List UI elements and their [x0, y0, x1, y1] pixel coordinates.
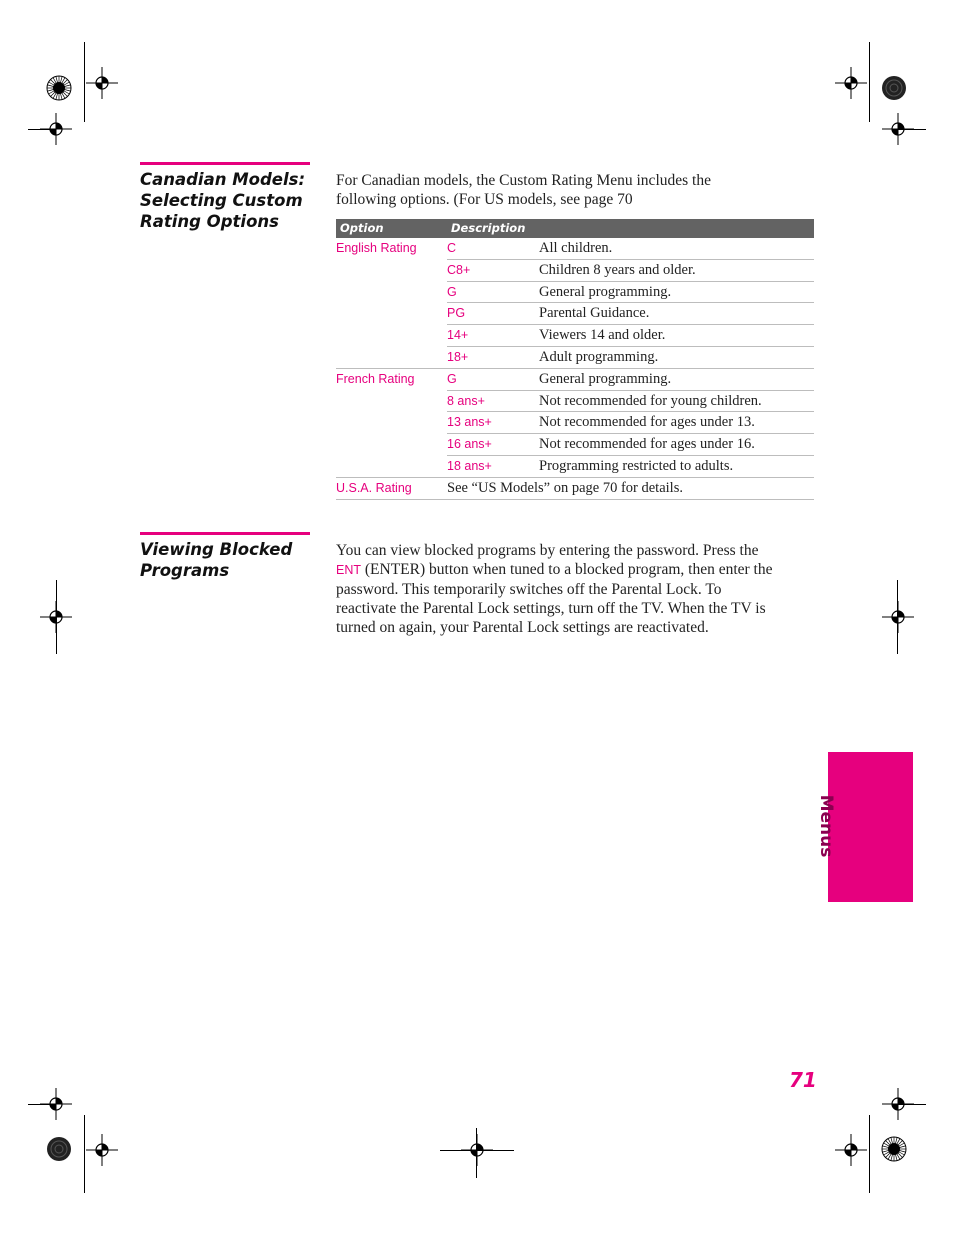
row-description: Children 8 years and older. [539, 261, 696, 278]
crosshair-registration-icon [882, 113, 914, 145]
row-option: U.S.A. Rating [336, 480, 412, 495]
crop-line [440, 1150, 514, 1151]
row-description: All children. [539, 240, 613, 256]
section-title [140, 169, 315, 232]
row-description: Parental Guidance. [539, 305, 650, 322]
section-title-line: Canadian Models: [140, 170, 306, 189]
crosshair-registration-icon [835, 1134, 867, 1166]
paragraph-text: (ENTER) button when tuned to a blocked program, then enter the [361, 561, 773, 578]
row-code: 18+ [447, 349, 469, 364]
crop-line [56, 580, 57, 654]
row-code: C [447, 241, 457, 255]
paragraph-line: For Canadian models, the Custom Rating Menu includes the [336, 172, 711, 189]
row-divider [336, 499, 814, 500]
header-description: Description [451, 221, 526, 235]
row-description: Not recommended for ages under 16. [539, 436, 755, 453]
table-row [336, 456, 814, 478]
section-title-line: Selecting Custom [140, 191, 303, 210]
row-description: Programming restricted to adults. [539, 457, 734, 474]
row-description: General programming. [539, 283, 672, 300]
paragraph-line: turned on again, your Parental Lock settings are reactivated. [336, 619, 709, 636]
row-description: See “US Models” on page 70 for details. [447, 479, 683, 496]
crosshair-registration-icon [40, 113, 72, 145]
row-description: Not recommended for ages under 13. [539, 414, 755, 431]
table-row [336, 391, 814, 413]
section-rule [140, 532, 310, 535]
row-option: French Rating [336, 371, 415, 386]
row-code: 14+ [447, 328, 469, 343]
table-body [336, 238, 814, 500]
page-number: 71 [789, 1068, 817, 1092]
section-title-line: Programs [140, 561, 230, 580]
ent-button-label: ENT [336, 563, 361, 577]
row-code: 18 ans+ [447, 458, 492, 473]
table-row [336, 303, 814, 325]
paragraph-line: password. This temporarily switches off the Parental Lock. To [336, 581, 722, 598]
table-row [336, 238, 814, 260]
table-row [336, 325, 814, 347]
menus-side-tab [828, 752, 913, 902]
crosshair-registration-icon [40, 1088, 72, 1120]
paragraph-line: reactivate the Parental Lock settings, turn off the TV. When the TV is [336, 600, 766, 617]
side-tab-label: Menus [816, 794, 836, 858]
row-code: PG [447, 306, 466, 321]
crop-line [869, 42, 870, 122]
crosshair-registration-icon [86, 67, 118, 99]
row-description: Adult programming. [539, 348, 659, 365]
paragraph-line: following options. (For US models, see page 70 [336, 191, 633, 208]
section-title-line: Viewing Blocked [140, 540, 293, 559]
crop-line [476, 1128, 477, 1178]
table-row [336, 478, 814, 500]
table-header [336, 219, 814, 238]
row-description: Viewers 14 and older. [539, 327, 666, 344]
crosshair-registration-icon [882, 601, 914, 633]
row-code: G [447, 371, 457, 386]
starburst-registration-icon [881, 1136, 907, 1162]
row-code: C8+ [447, 262, 471, 277]
row-code: 13 ans+ [447, 415, 492, 430]
intro-paragraph [336, 171, 816, 209]
rating-options-table [336, 219, 814, 500]
crop-line [869, 1115, 870, 1193]
crosshair-registration-icon [86, 1134, 118, 1166]
section-title-line: Rating Options [140, 212, 279, 231]
row-option: English Rating [336, 241, 417, 255]
paragraph-line: You can view blocked programs by entering the password. Press the [336, 542, 759, 559]
table-row [336, 369, 814, 391]
section-rule [140, 162, 310, 165]
row-code: 16 ans+ [447, 437, 492, 452]
table-row [336, 434, 814, 456]
crop-line [84, 1115, 85, 1193]
viewing-blocked-paragraph [336, 541, 818, 637]
table-row [336, 282, 814, 304]
row-code: G [447, 284, 457, 299]
solid-registration-icon [881, 75, 907, 101]
paragraph-line [336, 560, 818, 580]
crop-line [84, 42, 85, 122]
crosshair-registration-icon [835, 67, 867, 99]
crop-line [897, 580, 898, 654]
section-title [140, 539, 315, 581]
crosshair-registration-icon [882, 1088, 914, 1120]
table-row [336, 260, 814, 282]
table-row [336, 412, 814, 434]
table-row [336, 347, 814, 369]
row-code: 8 ans+ [447, 393, 485, 408]
solid-registration-icon [46, 1136, 72, 1162]
row-description: Not recommended for young children. [539, 392, 762, 409]
header-option: Option [340, 221, 384, 235]
row-description: General programming. [539, 370, 672, 387]
starburst-registration-icon [46, 75, 72, 101]
